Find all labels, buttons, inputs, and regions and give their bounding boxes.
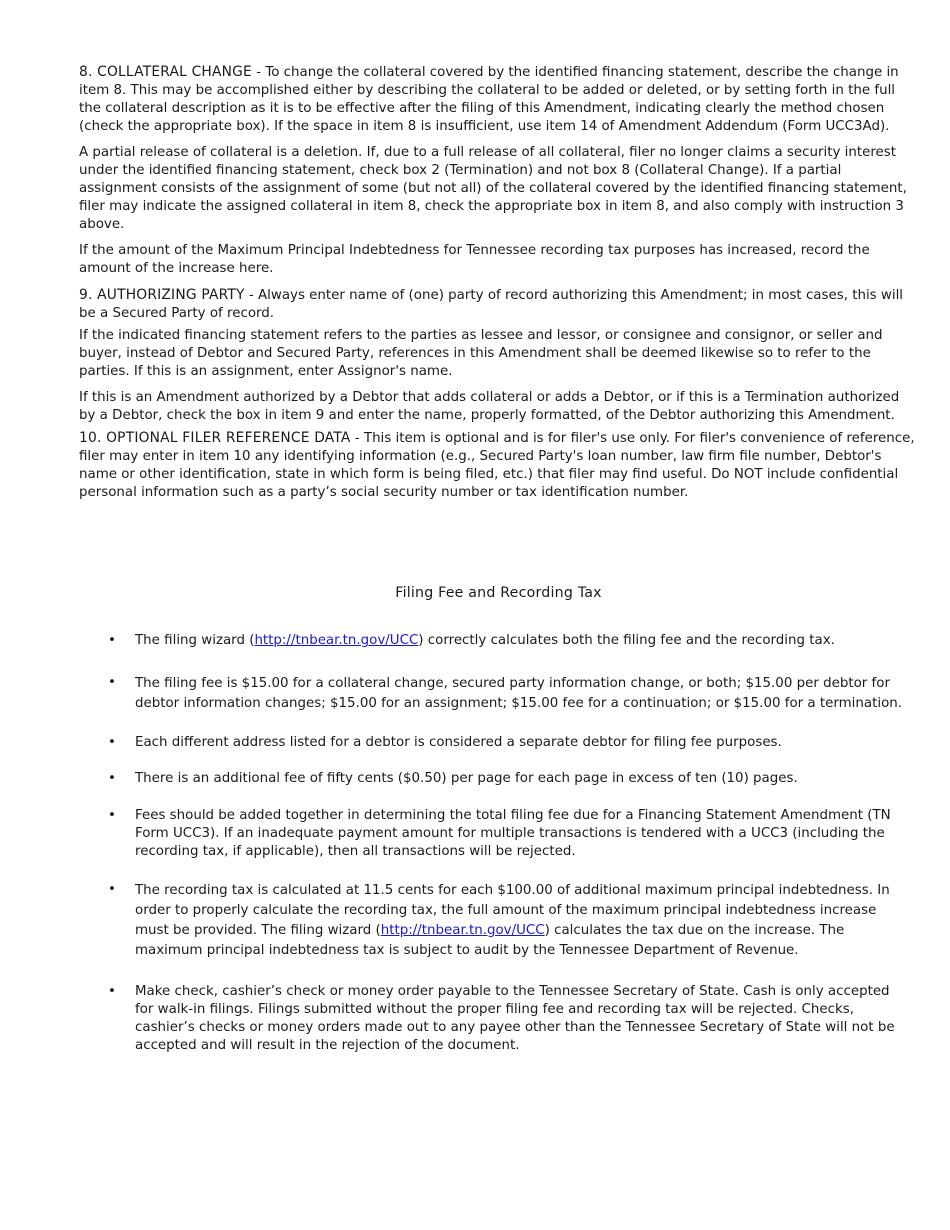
list-item <box>108 983 908 1055</box>
bullet-text <box>135 632 908 650</box>
item-8-collateral-change <box>79 63 915 136</box>
bullet-text: The filing fee is $15.00 for a collateral change, secured party information change, or both; $15.00 per debtor for debtor information changes; $15.00 for an assignment; $15.00 fee for a continuation; or $15.00 for a termination. <box>135 676 903 711</box>
item-8-heading: 8. COLLATERAL CHANGE <box>79 64 252 80</box>
item-10-optional-filer-reference <box>79 429 915 502</box>
item-9-text: - Always enter name of (one) party of record authorizing this Amendment; in most cases, this will be a Secured Party of record. <box>79 288 904 321</box>
item-10-text: - This item is optional and is for filer's use only. For filer's convenience of reference, filer may enter in item 10 any identifying information (e.g., Secured Party's loan number, law firm file number, Debtor's name or other identification, state in which form is being filed, etc.) that filer may find useful. Do NOT include confidential personal information such as a party’s social security number or tax identification number. <box>79 431 915 500</box>
bullet-text <box>135 881 908 961</box>
list-item <box>108 807 908 861</box>
list-item <box>108 734 908 752</box>
bullet-icon: • <box>108 984 116 999</box>
bullet-icon: • <box>108 735 116 750</box>
bullet-text-part: ) calculates the tax due on the increase. The maximum principal indebtedness tax is subject to audit by the Tennessee Department of Revenue. <box>135 923 845 958</box>
lessee-lessor-paragraph: If the indicated financing statement refers to the parties as lessee and lessor, or consignee and consignor, or seller and buyer, instead of Debtor and Secured Party, references in this Amendment shall be deemed likewise so to refer to the parties. If this is an assignment, enter Assignor's name. <box>79 328 883 379</box>
list-item <box>108 674 908 714</box>
amendment-instructions <box>79 63 915 510</box>
list-item <box>108 770 908 788</box>
bullet-text-part: The filing wizard ( <box>135 633 255 648</box>
bullet-icon: • <box>108 633 116 648</box>
partial-release-paragraph: A partial release of collateral is a deletion. If, due to a full release of all collateral, filer no longer claims a security interest under the identified financing statement, check box 2 (Termination) and not box 8 (Collateral Change). If a partial assignment consists of the assignment of some (but not all) of the collateral covered by the identified financing statement, filer may indicate the assigned collateral in item 8, check the appropriate box in item 8, and also comply with instruction 3 above. <box>79 145 907 232</box>
item-9-heading: 9. AUTHORIZING PARTY <box>79 287 245 303</box>
bullet-text: Each different address listed for a debtor is considered a separate debtor for filing fee purposes. <box>135 735 782 750</box>
item-8-text: - To change the collateral covered by the identified financing statement, describe the change in item 8. This may be accomplished either by describing the collateral to be added or deleted, or by setting forth in the full the collateral description as it is to be effective after the filing of this Amendment, indicating clearly the method chosen (check the appropriate box). If the space in item 8 is insufficient, use item 14 of Amendment Addendum (Form UCC3Ad). <box>79 65 899 134</box>
bullet-icon: • <box>108 771 116 786</box>
filing-wizard-link[interactable]: http://tnbear.tn.gov/UCC <box>254 633 419 648</box>
list-item <box>108 632 908 650</box>
debtor-authorization-paragraph: If this is an Amendment authorized by a Debtor that adds collateral or adds a Debtor, or if this is a Termination authorized by a Debtor, check the box in item 9 and enter the name, properly formatted, of the Debtor authorizing this Amendment. <box>79 390 900 423</box>
bullet-icon: • <box>108 808 116 823</box>
item-10-heading: 10. OPTIONAL FILER REFERENCE DATA <box>79 430 351 446</box>
filing-wizard-link[interactable]: http://tnbear.tn.gov/UCC <box>380 923 545 938</box>
max-principal-paragraph: If the amount of the Maximum Principal Indebtedness for Tennessee recording tax purposes has increased, record the amount of the increase here. <box>79 243 870 276</box>
item-9-authorizing-party <box>79 286 915 323</box>
fees-section-title: Filing Fee and Recording Tax <box>395 585 602 601</box>
bullet-icon: • <box>108 675 116 690</box>
bullet-text: Fees should be added together in determining the total filing fee due for a Financing Statement Amendment (TN Form UCC3). If an inadequate payment amount for multiple transactions is tendered with a UCC3 (including the recording tax, if applicable), then all transactions will be rejected. <box>135 808 891 859</box>
bullet-text-part: The recording tax is calculated at 11.5 cents for each $100.00 of additional maximum principal indebtedness. In order to properly calculate the recording tax, the full amount of the maximum principal indebtedness increase must be provided. The filing wizard ( <box>135 883 890 938</box>
list-item <box>108 881 908 961</box>
bullet-text-part: ) correctly calculates both the filing fee and the recording tax. <box>418 633 835 648</box>
bullet-text: Make check, cashier’s check or money order payable to the Tennessee Secretary of State. Cash is only accepted for walk-in filings. Filings submitted without the proper filing fee and recording tax will be rejected. Checks, cashier’s checks or money orders made out to any payee other than the Tennessee Secretary of State will not be accepted and will result in the rejection of the document. <box>135 984 895 1053</box>
bullet-icon: • <box>108 882 116 897</box>
bullet-text: There is an additional fee of fifty cents ($0.50) per page for each page in excess of ten (10) pages. <box>135 771 798 786</box>
